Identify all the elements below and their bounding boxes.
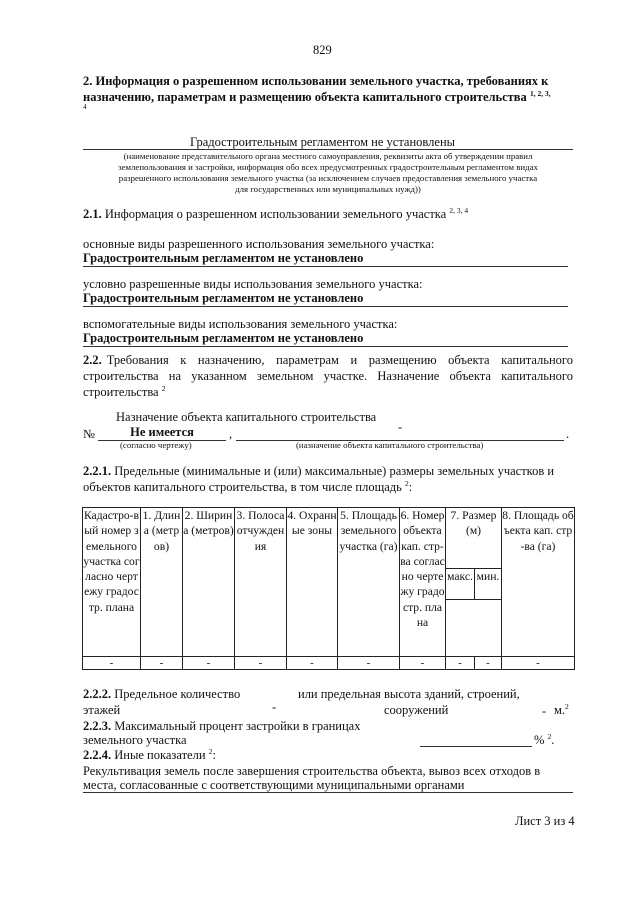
table-cell: - [83, 657, 141, 670]
section-2-2-1-line1: 2.2.1. Предельные (минимальные и (или) максимальные) размеры земельных участков и [83, 464, 555, 478]
dimensions-table [82, 507, 575, 670]
organ-caption-line: (наименование представительного органа местного самоуправления, реквизиты акта об утверждении правил [123, 151, 533, 161]
number-sign: № [83, 427, 95, 441]
auxiliary-uses-label: вспомогательные виды использования земельного участка: [83, 317, 398, 331]
header-size-empty [446, 600, 502, 657]
header-size-min: мин. [475, 569, 502, 600]
organ-caption-line: разрешенного использования земельного участка (за исключением случаев предоставления земельного участка [118, 173, 538, 183]
purpose-label: Назначение объекта капитального строительства [116, 410, 377, 424]
header-width: 2. Ширина (метров) [183, 508, 235, 657]
section-2-title-line1: 2. Информация о разрешенном использовании земельного участка, требованиях к [83, 74, 549, 88]
height-value: - [542, 704, 547, 718]
floors-value: - [272, 700, 277, 714]
section-2-2-line1: 2.2. Требования к назначению, параметрам и размещению объекта капитального [83, 353, 573, 367]
object-purpose-dash: - [398, 420, 403, 434]
section-2-2-3-line1: 2.2.3. Максимальный процент застройки в границах [83, 719, 361, 733]
object-number-value: Не имеется [98, 425, 226, 441]
header-protection-zones: 4. Охранные зоны [287, 508, 338, 657]
header-alienation-strip: 3. Полоса отчуждения [235, 508, 287, 657]
header-cadastral-number: Кадастро-вый номер земельного участка согласно чертежу градостр. плана [83, 508, 141, 657]
table-cell: - [400, 657, 446, 670]
header-size-max: макс. [446, 569, 475, 600]
auxiliary-uses-value: Градостроительным регламентом не установлено [83, 331, 568, 347]
caption-drawing: (согласно чертежу) [120, 440, 192, 450]
other-indicators-underline [83, 792, 573, 793]
section-2-2-2-line1: 2.2.2. Предельное количество [83, 687, 241, 701]
other-indicators-line2: места, согласованные с соответствующими муниципальными органами [83, 778, 465, 792]
height-unit: м.$^2$ [554, 701, 569, 717]
period: . [566, 427, 570, 441]
page-number: 829 [313, 43, 332, 57]
conditional-uses-label: условно разрешенные виды использования земельного участка: [83, 277, 423, 291]
section-2-2-1-line2: объектов капитального строительства, в том числе площадь $^2$: [83, 478, 413, 494]
table-cell: - [338, 657, 400, 670]
comma: , [229, 427, 233, 441]
section-2-title-sup2: 4 [83, 102, 87, 111]
section-2-2-2-height-text: или предельная высота зданий, строений, [298, 687, 520, 701]
table-cell: - [446, 657, 475, 670]
section-2-2-4-title: 2.2.4. Иные показатели $^2$: [83, 746, 216, 762]
organ-value: Градостроительным регламентом не установлены [190, 135, 456, 149]
organ-caption [83, 151, 573, 195]
floors-label: этажей [83, 703, 121, 717]
header-object-number: 6. Номер объекта кап. стр-ва согласно чертежу градостр. плана [400, 508, 446, 657]
structures-label: сооружений [384, 703, 449, 717]
conditional-uses-value: Градостроительным регламентом не установлено [83, 291, 568, 307]
section-2-2-3-line2: земельного участка [83, 733, 187, 747]
section-2-title-sup: 1, 2, 3, [529, 88, 551, 98]
table-cell: - [502, 657, 575, 670]
header-size: 7. Размер (м) [446, 508, 502, 569]
main-uses-label: основные виды разрешенного использования земельного участка: [83, 237, 435, 251]
table-cell: - [287, 657, 338, 670]
main-uses-value: Градостроительным регламентом не установлено [83, 251, 568, 267]
sheet-counter: Лист 3 из 4 [515, 814, 575, 828]
max-percent-field [420, 746, 532, 747]
organ-underline [83, 149, 573, 150]
section-2-title-line2: назначению, параметрам и размещению объекта капитального строительства $^{1, 2, 3,}$ [83, 88, 551, 104]
header-length: 1. Длина (метров) [141, 508, 183, 657]
section-2-1-title: 2.1. Информация о разрешенном использовании земельного участка $^{2, 3, 4}$ [83, 205, 469, 221]
organ-caption-line: землепользования и застройки, информация обо всех предусмотренных градостроительным регламентом видах [118, 162, 538, 172]
table-cell: - [183, 657, 235, 670]
percent-unit: % $^2$. [534, 731, 555, 747]
section-2-2-line3: строительства $^2$ [83, 383, 166, 399]
table-cell: - [235, 657, 287, 670]
header-object-area: 8. Площадь объекта кап. стр-ва (га) [502, 508, 575, 657]
other-indicators-line1: Рекультивация земель после завершения строительства объекта, вывоз всех отходов в [83, 764, 541, 778]
table-cell: - [475, 657, 502, 670]
section-2-2-line2: строительства на указанном земельном участке. Назначение объекта капитального [83, 369, 573, 383]
table-cell: - [141, 657, 183, 670]
header-land-area: 5. Площадь земельного участка (га) [338, 508, 400, 657]
caption-purpose: (назначение объекта капитального строительства) [296, 440, 484, 450]
organ-caption-line: для государственных или муниципальных нужд)) [235, 184, 421, 194]
